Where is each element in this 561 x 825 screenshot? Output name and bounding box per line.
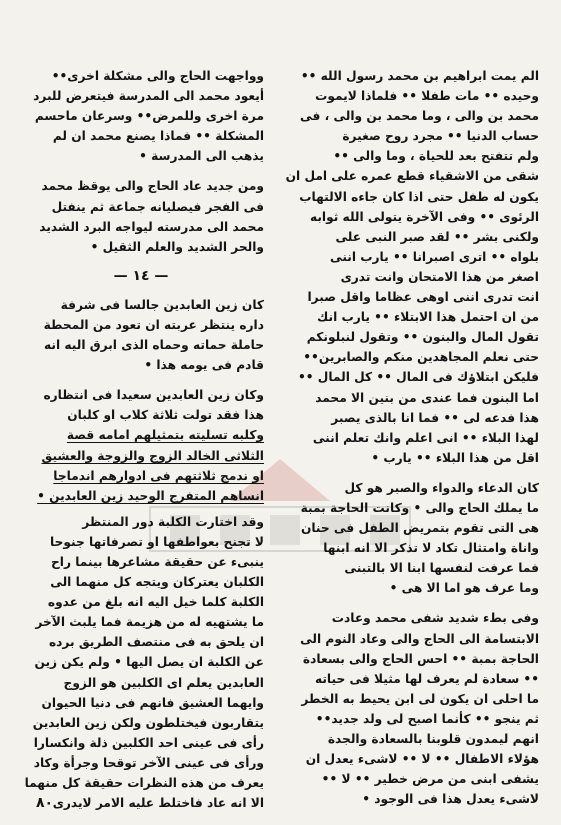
text-line: ثم ينجو •• كأنما اصبح لى ولد جديد••: [315, 711, 539, 726]
text-line: يذهب الى المدرسة •: [139, 149, 264, 164]
text-line: هذا فدعه لى •• فما انا بالذى يصبر: [331, 410, 539, 425]
text-line: ما يشتهيه له من هزيمة فما يلبث الآخر: [35, 615, 264, 630]
text-line: بلواه •• اترى اصبرانا •• يارب اننى: [329, 249, 539, 264]
text-line: عن الكلبة ان يصل اليها • ولم يكن زين: [34, 655, 264, 670]
text-line: يعرف من هذه النظرات حقيقة كل منهما: [24, 776, 264, 790]
text-line: لا تجنح بعواطفها او تصرفاتها جنوحا: [50, 534, 264, 549]
text-line: وحيده •• مات طفلا •• فلماذا لايموت: [315, 89, 539, 104]
text-line: وكلبه تسليته بتمثيلهم امامه قصة: [66, 428, 264, 443]
text-line: انت تدرى اننى اوهى عظاما واقل صبرا: [307, 290, 539, 305]
text-line: هى التى تقوم بتمريض الطفل فى حنان: [300, 521, 539, 536]
text-line: رأى فى عينى احد الكلبين ذلة وانكسارا: [33, 735, 264, 750]
text-line: لاشىء يعدل هذا فى الوجود •: [362, 792, 539, 807]
text-line: انساهم المتفرج الوحيد زين العابدين •: [37, 488, 264, 503]
text-line: محمد بن والى ، وما محمد بن والى ، فى: [300, 109, 539, 124]
text-line: الكلبان يعتركان ويتجه كل منهما الى: [50, 575, 264, 590]
text-line: ينبىء عن حقيقة مشاعرها بينما راح: [51, 554, 264, 569]
text-line: ومن جديد عاد الحاج والى يوقظ محمد: [41, 179, 264, 194]
text-line: مرة اخرى وللمرض•• وسرعان ماحسم: [34, 109, 264, 124]
text-line: وفى بطء شديد شفى محمد وعادت: [331, 611, 539, 626]
text-line: الحاجة بمبة •• احس الحاج والى بسعادة: [302, 651, 539, 666]
paragraph: [277, 66, 539, 468]
right-column: [277, 66, 539, 809]
text-line: وواجهت الحاج والى مشكلة اخرى••: [51, 69, 264, 83]
text-line: الا انه عاد فاختلط عليه الامر لايدرى: [52, 796, 264, 811]
paragraph: [18, 385, 264, 506]
text-line: الكلبة كلما خيل اليه انه بلغ من عدوه: [47, 595, 264, 610]
text-line: ما احلى ان يكون لى ابن يحيط به الخطر: [301, 691, 539, 706]
text-line: داره ينتظر عربته ان تعود من المحطة: [43, 317, 264, 332]
text-line: قادم فى يومه هذا •: [144, 358, 264, 373]
text-line: محمد الى مدرسته ليواجه البرد الشديد: [39, 219, 264, 234]
text-line: وكان زين العابدين سعيدا فى انتظاره: [43, 388, 264, 403]
paragraph-gap: [277, 598, 539, 608]
text-line: الرئوى •• وفى الآخرة يتولى الله ثوابه: [309, 209, 539, 224]
paragraph: [277, 608, 539, 809]
text-line: •• سعادة لم يعرف لها مثيلا فى حياته: [314, 671, 539, 686]
text-line: كان زين العابدين جالسا فى شرفة: [60, 297, 264, 312]
text-line: ان يلحق به فى منتصف الطريق برده: [48, 635, 264, 650]
left-column: [18, 66, 264, 813]
text-line: اصغر من هذا الامتحان وانت تدرى: [340, 269, 539, 284]
text-line: حساب الدنيا •• مجرد روح صغيرة: [342, 129, 539, 144]
text-line: من ان احتمل هذا الابتلاء •• يارب انك: [317, 310, 539, 325]
text-line: فما عرفت لنفسها ابنا الا بالتبنى: [344, 561, 539, 576]
chapter-heading: — ١٤ —: [113, 267, 169, 284]
text-line: يشفى ابنى من مرض خطير •• لا ••: [321, 772, 539, 787]
text-line: الم يمت ابراهيم بن محمد رسول الله ••: [300, 69, 539, 83]
paragraph-gap: [18, 375, 264, 385]
text-line: لهذا البلاء •• انى اعلم وانك تعلم اننى: [312, 430, 539, 445]
text-line: او ندمج ثلاثتهم فى ادوارهم اندماجا: [53, 468, 264, 483]
text-line: والحر الشديد والعلم الثقيل •: [90, 239, 264, 254]
text-line: وما عرف هو اما الا هى •: [389, 581, 539, 596]
text-line: كان الدعاء والدواء والصبر هو كل: [344, 480, 539, 495]
text-line: هذا فقد تولت ثلاثة كلاب او كلبان: [67, 408, 264, 423]
text-line: حتى نعلم المجاهدين منكم والصابرين••: [303, 350, 539, 365]
text-line: وايهما العشيق فانهم فى دنيا الحيوان: [41, 695, 264, 710]
paragraph: [18, 295, 264, 375]
text-line: الابتسامة الى الحاج والى وعاد النوم الى: [300, 631, 539, 646]
text-line: تقول المال والبنون •• وتقول لنبلونكم: [306, 330, 539, 345]
text-line: انهم ليمدون قلوبنا بالسعادة والجدة: [327, 732, 539, 746]
text-line: وقد اختارت الكلبة دور المنتظر: [82, 514, 264, 529]
paragraph: [18, 176, 264, 256]
text-line: الثلاثى الخالد الزوج والزوجة والعشيق: [41, 448, 264, 463]
text-line: شقى من الاشقياء قطع عمره على امل ان: [285, 169, 539, 184]
text-line: ما يملك الحاج والى • وكانت الحاجة بمبة: [300, 500, 539, 515]
text-line: حاملة حماته وحماه الذى ابرق اليه انه: [44, 338, 264, 353]
text-line: اقل من هذا البلاء •• يارب •: [371, 450, 539, 465]
text-line: اما البنون فما عندى من بنين الا محمد: [315, 390, 539, 405]
paragraph: [18, 66, 264, 166]
text-line: ورأى فى عينى الآخر توقحا وجرأة وكاد: [33, 755, 264, 770]
text-line: واناة وامتثال تكاد لا تذكر الا انه ابنها: [323, 541, 539, 556]
paragraph: [277, 478, 539, 599]
text-line: يكون له طفل حتى اذا كان جاءه الالتهاب: [299, 189, 539, 204]
text-line: فى الفجر فيصليانه جماعة ثم ينفتل: [51, 199, 264, 214]
paragraph-gap: [277, 468, 539, 478]
text-line: هؤلاء الاطفال •• لا •• لاشىء يعدل ان: [305, 752, 539, 767]
text-line: المشكلة •• فماذا يصنع محمد ان لم: [52, 129, 264, 144]
paragraph: [18, 512, 264, 813]
paragraph-gap: [18, 166, 264, 176]
text-line: أيعود محمد الى المدرسة فيتعرض للبرد: [33, 89, 264, 104]
text-line: العابدين يعلم اى الكلبين هو الزوج: [63, 675, 264, 690]
text-line: ولم تتفتح بعد للحياة ، وما والى ••: [333, 149, 539, 164]
text-line: فليكن ابتلاؤك فى المال •• كل المال ••: [297, 370, 539, 385]
page-number: ٨٠: [36, 795, 54, 811]
text-line: يتقاربون فيختلطون ولكن زين العابدين: [32, 715, 264, 730]
text-line: ولكنى بشر •• لقد صبر النبى على: [335, 229, 539, 244]
